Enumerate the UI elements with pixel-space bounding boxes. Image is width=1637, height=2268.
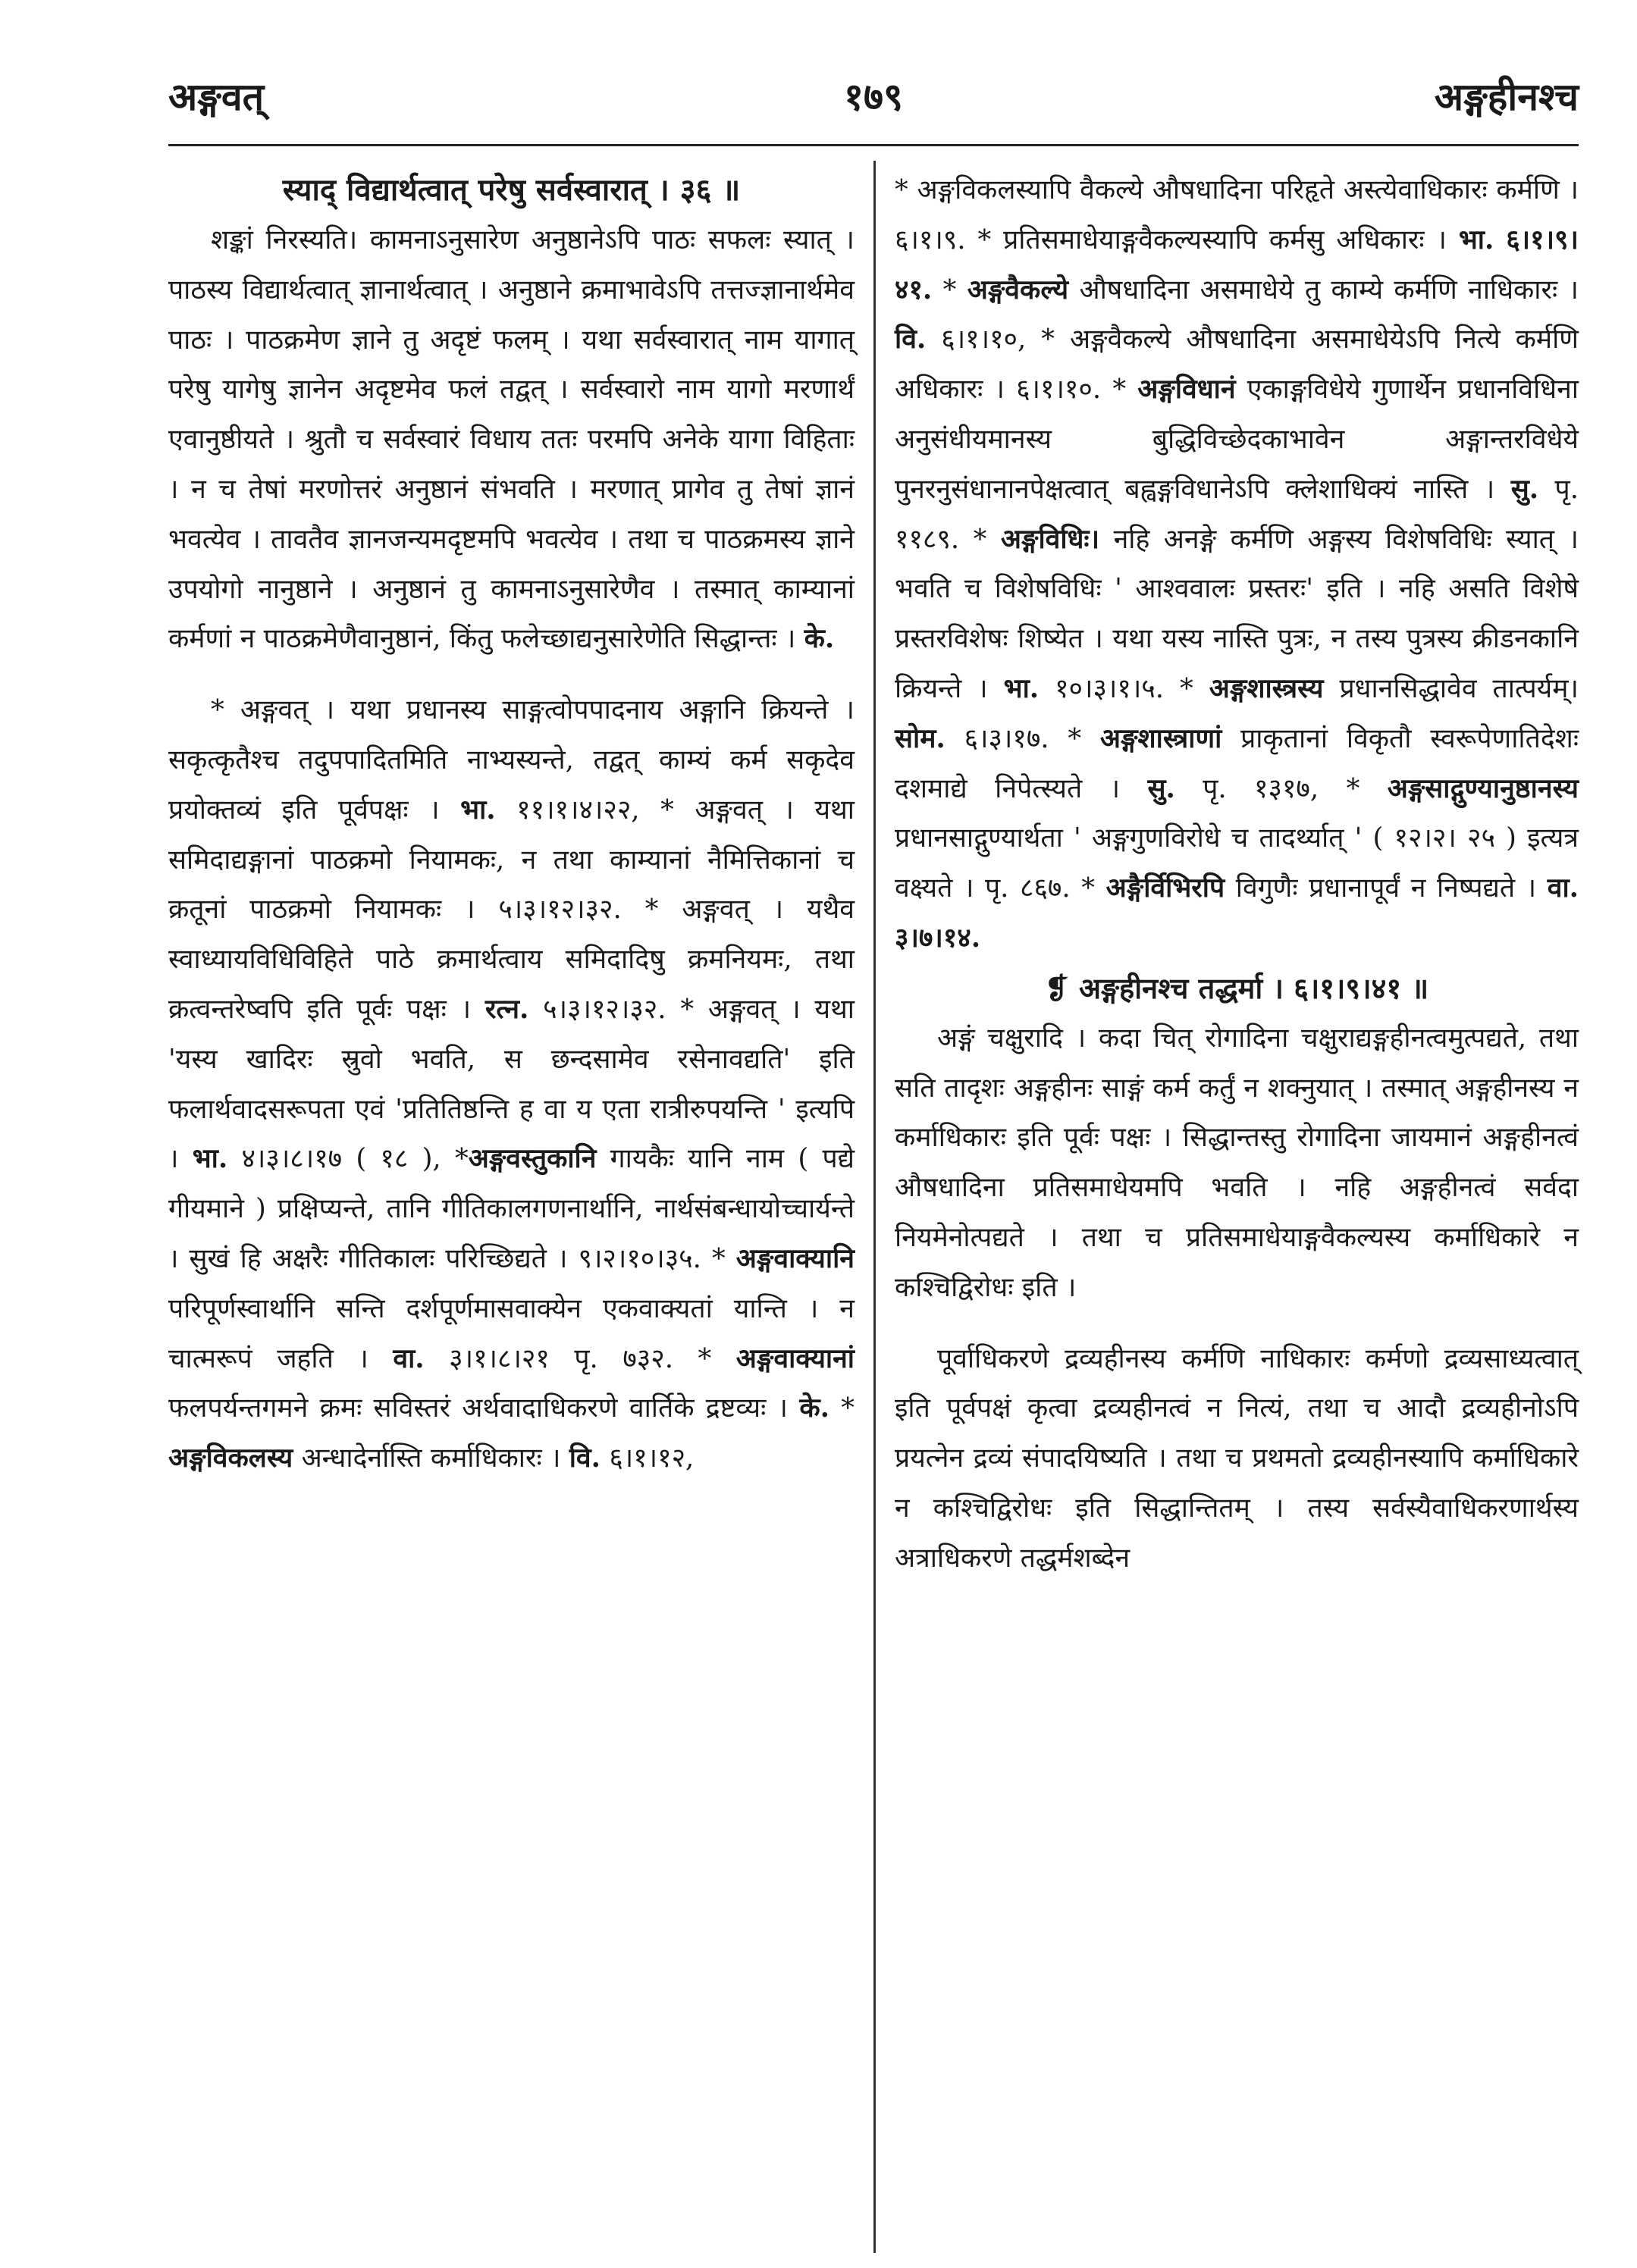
entry-text: विगुणैः प्रधानापूर्वं न निष्पद्यते ।: [1235, 872, 1537, 904]
entry-text: एकाङ्गविधेये गुणार्थेन प्रधानविधिना अनुसंधीयमानस्य बुद्धिविच्छेदकाभावेन अङ्गान्तरविधेये पुनरनुसंधानानपेक्षत्वात् बह्वङ्गविधानेऽपि क्लेशाधिक्यं नास्ति ।: [895, 374, 1579, 505]
source-reference: सोम.: [895, 722, 946, 754]
asterisk-icon: *: [895, 174, 908, 205]
entry-text: नहि अनङ्गे कर्मणि अङ्गस्य विशेषविधिः स्यात् । भवति च विशेषविधिः ' आश्ववालः प्रस्तरः' इति । नहि असति विशेषे प्रस्तरविशेषः शिष्येत । यथा यस्य नास्ति पुत्रः, न तस्य पुत्रस्य क्रीडनकानि क्रियन्ते ।: [895, 523, 1579, 704]
entry-text: पृ. १३१७,: [1203, 772, 1319, 804]
entry-headword: अङ्गवाक्यानां: [735, 1342, 855, 1374]
entry-text: गायकैः यानि नाम ( पद्ये गीयमाने ) प्रक्षिप्यन्ते, तानि गीतिकालगणनार्थानि, नार्थसंबन्धायोच्चार्यन्ते । सुखं हि अक्षरैः गीतिकालः परिच्छिद्यते । ९।२।१०।३५.: [168, 1143, 855, 1274]
entry-headword: अङ्गसाद्गुण्यानुष्ठानस्य: [1387, 772, 1579, 804]
asterisk-icon: *: [1041, 324, 1055, 356]
entry-text: ४।३।८।१७ ( १८ ),: [241, 1143, 441, 1175]
source-reference: वि.: [895, 324, 927, 356]
asterisk-icon: *: [698, 1342, 712, 1374]
entry-text: ६।१।९।४१.: [895, 224, 1579, 305]
entry-text: ६।१।१२,: [609, 1443, 695, 1474]
right-column: [895, 165, 1579, 1584]
sutra-heading: [895, 963, 1579, 1013]
entry-text: फलपर्यन्तगमने क्रमः सविस्तरं अर्थवादाधिकरणे वार्तिके द्रष्टव्यः ।: [168, 1392, 789, 1424]
source-reference: के.: [799, 1392, 829, 1424]
asterisk-icon: *: [841, 1392, 855, 1424]
entry-headword: अङ्गैर्विभिरपि: [1105, 872, 1225, 904]
header-left-keyword: अङ्गवत्: [168, 74, 265, 119]
asterisk-icon: *: [680, 993, 695, 1025]
entry-text: परिपूर्णस्वार्थानि सन्ति दर्शपूर्णमासवाक्येन एकवाक्यतां यान्ति । न चात्मरूपं जहति ।: [168, 1292, 855, 1374]
page-header: [168, 70, 1579, 130]
entry-headword: अङ्गवाक्यानि: [735, 1242, 855, 1274]
source-reference: सु.: [1510, 473, 1539, 505]
left-column: [168, 165, 855, 1483]
commentary-paragraph: पूर्वाधिकरणे द्रव्यहीनस्य कर्मणि नाधिकारः कर्मणो द्रव्यसाध्यत्वात् इति पूर्वपक्षं कृत्वा द्रव्यहीनत्वं न नित्यं, तथा च आदौ द्रव्यहीनोऽपि प्रयत्नेन द्रव्यं संपादयिष्यति । तथा च प्रथमतो द्रव्यहीनस्यापि कर्माधिकारे न कश्चिद्विरोधः इति सिद्धान्तितम् । तस्य सर्वस्यैवाधिकरणार्थस्य अत्राधिकरणे तद्धर्मशब्देन: [895, 1342, 1579, 1574]
entry-text: प्रतिसमाधेयाङ्गवैकल्यस्यापि कर्मसु अधिकारः ।: [1003, 224, 1447, 255]
commentary-paragraph: [168, 215, 855, 664]
asterisk-icon: *: [1180, 672, 1193, 704]
sutra-text: अङ्गहीनश्च तद्धर्मा । ६।१।९।४१ ॥: [1078, 970, 1429, 1005]
entry-text: पृ. ११८९.: [895, 473, 1579, 555]
source-reference: भा.: [192, 1143, 228, 1175]
asterisk-icon: *: [1081, 872, 1096, 904]
asterisk-icon: *: [942, 274, 957, 305]
source-reference: सु.: [1147, 772, 1175, 804]
commentary-paragraph: अङ्गं चक्षुरादि । कदा चित् रोगादिना चक्षुराद्यङ्गहीनत्वमुत्पद्यते, तथा सति तादृशः अङ्गहीनः साङ्गं कर्म कर्तुं न शक्नुयात् । तस्मात् अङ्गहीनस्य न कर्माधिकारः इति पूर्वः पक्षः । सिद्धान्तस्तु रोगादिना जायमानं अङ्गहीनत्वं औषधादिना प्रतिसमाधेयमपि भवति । नहि अङ्गहीनत्वं सर्वदा नियमेनोत्पद्यते । तथा च प्रतिसमाधेयाङ्गवैकल्यस्य कर्माधिकारे न कश्चिद्विरोधः इति ।: [895, 1022, 1579, 1303]
source-reference: भा.: [460, 794, 496, 825]
entry-text: ३।७।१४.: [895, 922, 981, 954]
entry-text: औषधादिना असमाधेये तु काम्ये कर्मणि नाधिकारः ।: [1079, 274, 1579, 305]
source-reference: रत्न.: [485, 993, 529, 1025]
index-entries-paragraph: [895, 165, 1579, 963]
entry-text: अङ्गवत् । यथा प्रधानस्य साङ्गत्वोपपादनाय अङ्गानि क्रियन्ते । सकृत्कृतैश्च तदुपपादितमिति नाभ्यस्यन्ते, तद्वत् काम्यं कर्म सकृदेव प्रयोक्तव्यं इति पूर्वपक्षः ।: [168, 694, 855, 825]
entry-headword: अङ्गविधानं: [1137, 374, 1236, 406]
asterisk-icon: *: [711, 1242, 726, 1274]
sutra-heading: स्याद् विद्यार्थत्वात् परेषु सर्वस्वारात् । ३६ ॥: [282, 172, 741, 208]
index-entries-paragraph: [168, 685, 855, 1483]
asterisk-icon: *: [660, 794, 674, 825]
header-right-keyword: अङ्गहीनश्च: [1434, 74, 1579, 119]
source-reference: भा.: [1003, 672, 1040, 704]
asterisk-icon: *: [1112, 374, 1127, 406]
entry-text: अङ्गवत् । यथैव स्वाध्यायविधिविहिते पाठे क्रमार्थत्वाय समिदादिषु क्रमनियमः, तथा क्रत्वन्तरेष्वपि इति पूर्वः पक्षः ।: [168, 894, 855, 1025]
entry-text: ३।१।८।२१ पृ. ७३२.: [449, 1342, 673, 1374]
section-mark-icon: ❡: [1044, 970, 1069, 1005]
entry-headword: अङ्गशास्त्रस्य: [1209, 672, 1324, 704]
asterisk-icon: *: [454, 1143, 469, 1175]
source-reference: के.: [804, 623, 835, 655]
entry-text: ६।३।१७.: [964, 722, 1049, 754]
entry-text: ६।१।१०,: [941, 324, 1027, 356]
entry-text: अङ्गवत् । यथा 'यस्य खादिरः स्रुवो भवति, स छन्दसामेव रसेनावद्यति' इति फलार्थवादसरूपता एवं 'प्रतितिष्ठन्ति ह वा य एता रात्रीरुपयन्ति ' इत्यपि ।: [168, 993, 855, 1175]
asterisk-icon: *: [977, 224, 992, 255]
entry-text: अङ्गवैकल्ये औषधादिना असमाधेयेऽपि नित्ये कर्मणि अधिकारः । ६।१।१०.: [895, 324, 1579, 406]
column-divider: [873, 161, 876, 2253]
entry-headword: अङ्गवस्तुकानि: [468, 1143, 597, 1175]
source-reference: वि.: [569, 1443, 601, 1474]
entry-headword: अङ्गविधिः।: [1000, 523, 1100, 555]
asterisk-icon: *: [211, 694, 224, 726]
header-rule: [168, 144, 1579, 146]
source-reference: वा.: [1547, 872, 1579, 904]
asterisk-icon: *: [1068, 722, 1082, 754]
asterisk-icon: *: [973, 523, 987, 555]
page-number: १७९: [844, 74, 903, 119]
entry-text: प्राकृतानां विकृतौ स्वरूपेणातिदेशः दशमाद्ये निपेत्स्यते ।: [895, 722, 1579, 804]
entry-text: ११।१।४।२२,: [516, 794, 640, 825]
entry-text: प्रधानसाद्गुण्यार्थता ' अङ्गगुणविरोधे च तादर्थ्यात् ' ( १२।२। २५ ) इत्यत्र वक्ष्यते । पृ. ८६७.: [895, 822, 1579, 904]
entry-text: अङ्गवत् । यथा समिदाद्यङ्गानां पाठक्रमो नियामकः, न तथा काम्यानां नैमित्तिकानां च क्रतूनां पाठक्रमो नियामकः । ५।३।१२।३२.: [168, 794, 855, 926]
entry-text: अन्धादेर्नास्ति कर्माधिकारः ।: [301, 1443, 561, 1474]
entry-text: प्रधानसिद्धावेव तात्पर्यम्।: [1339, 672, 1579, 704]
entry-headword: अङ्गशास्त्राणां: [1099, 722, 1222, 754]
entry-text: अङ्गविकलस्यापि वैकल्ये औषधादिना परिहृते अस्त्येवाधिकारः कर्मणि । ६।१।९.: [895, 174, 1579, 255]
entry-headword: अङ्गविकलस्य: [168, 1443, 293, 1474]
entry-text: १०।३।१।५.: [1055, 672, 1165, 704]
source-reference: भा.: [1458, 224, 1494, 255]
entry-text: ५।३।१२।३२.: [543, 993, 666, 1025]
asterisk-icon: *: [644, 894, 659, 926]
entry-headword: अङ्गवैकल्ये: [967, 274, 1069, 305]
asterisk-icon: *: [1346, 772, 1360, 804]
source-reference: वा.: [393, 1342, 425, 1374]
commentary-text: शङ्कां निरस्यति। कामनाऽनुसारेण अनुष्ठानेऽपि पाठः सफलः स्यात् । पाठस्य विद्यार्थत्वात् ज्ञानार्थत्वात् । अनुष्ठाने क्रमाभावेऽपि तत्तज्ज्ञानार्थमेव पाठः । पाठक्रमेण ज्ञाने तु अदृष्टं फलम् । यथा सर्वस्वारात् नाम यागात् परेषु यागेषु ज्ञानेन अदृष्टमेव फलं तद्वत् । सर्वस्वारो नाम यागो मरणार्थं एवानुष्ठीयते । श्रुतौ च सर्वस्वारं विधाय ततः परमपि अनेके यागा विहिताः । न च तेषां मरणोत्तरं अनुष्ठानं संभवति । मरणात् प्रागेव तु तेषां ज्ञानं भवत्येव । तावतैव ज्ञानजन्यमदृष्टमपि भवत्येव । तथा च पाठक्रमस्य ज्ञाने उपयोगो नानुष्ठाने । अनुष्ठानं तु कामनाऽनुसारेणैव । तस्मात् काम्यानां कर्मणां न पाठक्रमेणैवानुष्ठानं, किंतु फलेच्छाद्यनुसारेणेति सिद्धान्तः ।: [168, 224, 855, 655]
